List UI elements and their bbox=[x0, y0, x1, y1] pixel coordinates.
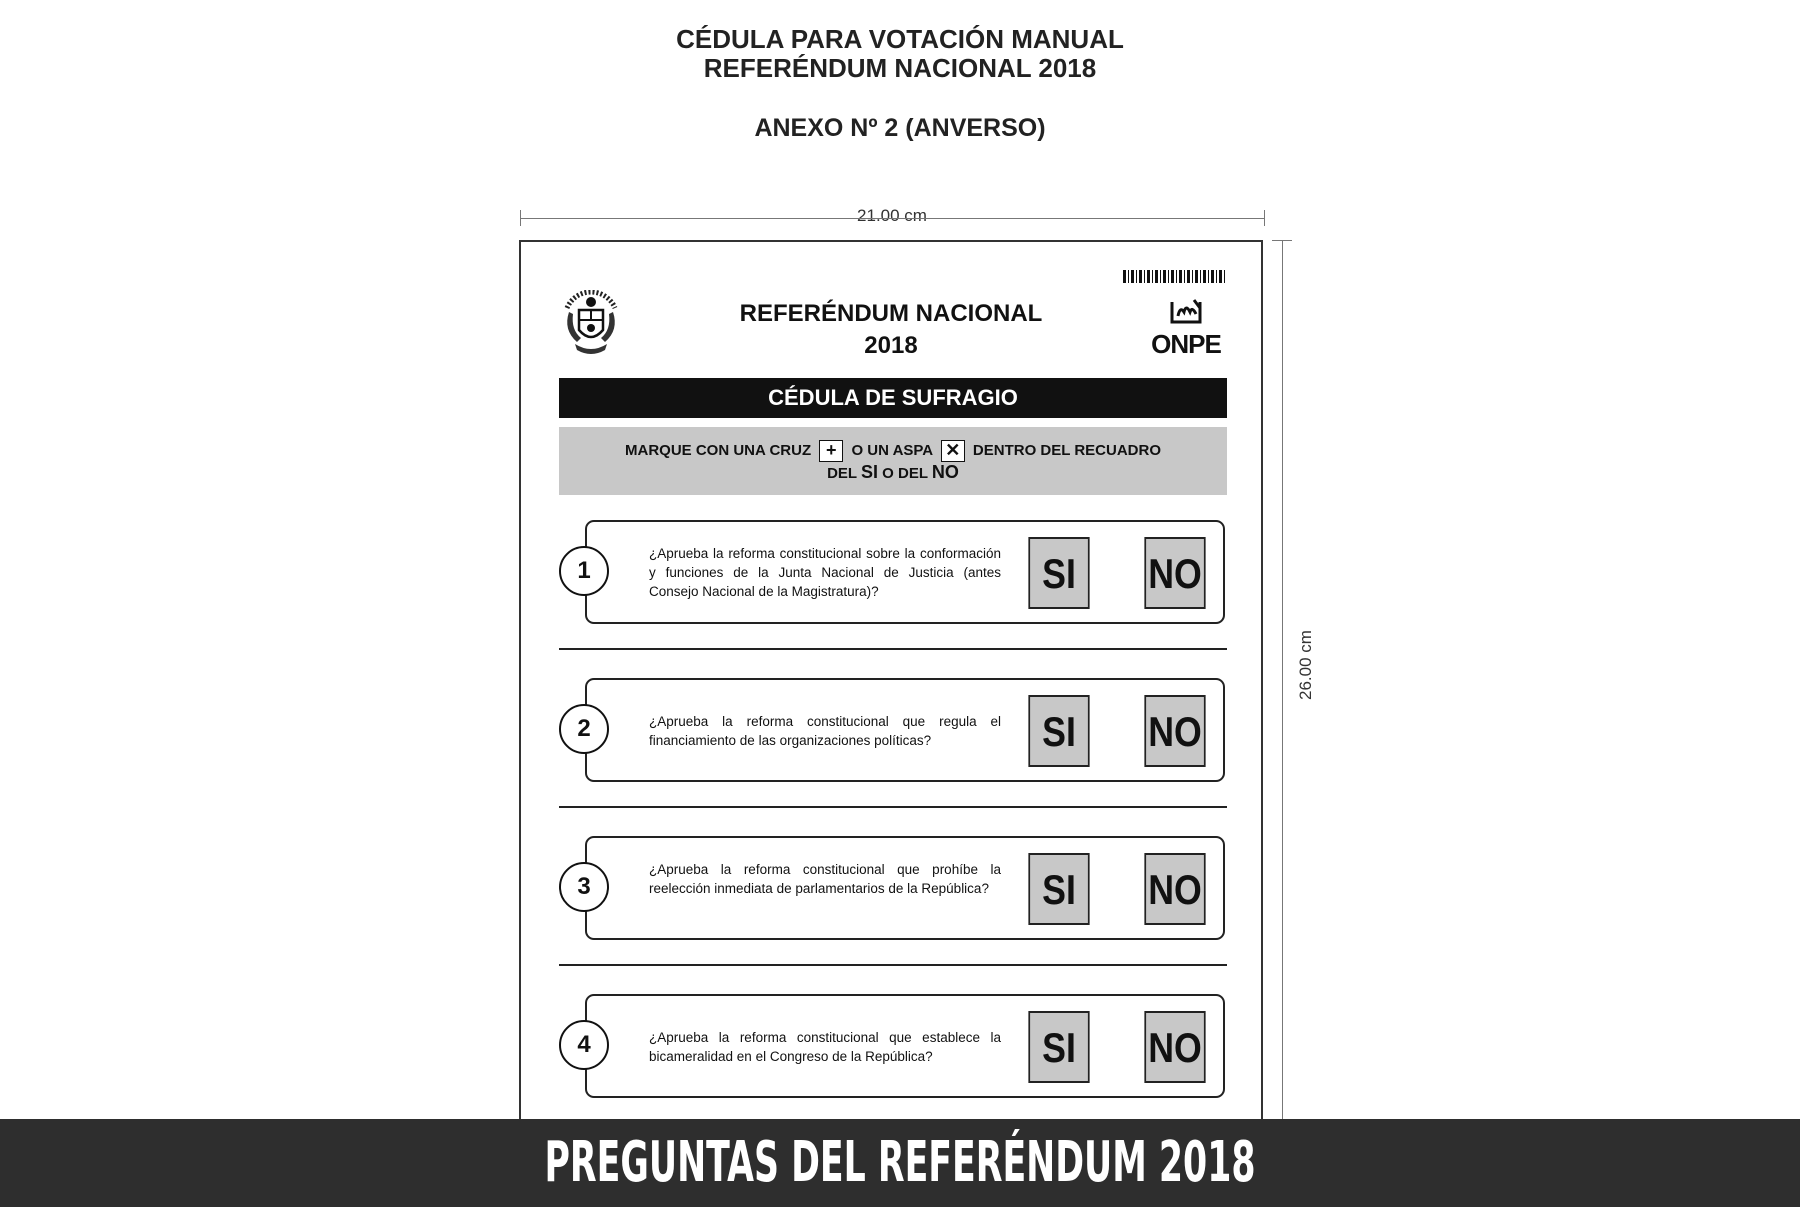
vote-si-box[interactable]: SI bbox=[1028, 1011, 1089, 1083]
question-separator bbox=[559, 964, 1227, 966]
caption-bar bbox=[0, 1119, 1800, 1207]
ballot-sheet bbox=[519, 240, 1263, 1160]
ballot-year: 2018 bbox=[864, 332, 918, 359]
instruction-text-3: DENTRO DEL RECUADRO bbox=[972, 442, 1161, 459]
question-number: 1 bbox=[559, 546, 609, 596]
instruction-text-5: O DEL bbox=[882, 465, 928, 483]
width-dimension-tick-right bbox=[1264, 210, 1265, 226]
question-text: ¿Aprueba la reforma constitucional que establece la bicameralidad en el Congreso de la República? bbox=[649, 1030, 1001, 1064]
question-box bbox=[585, 836, 1225, 940]
instruction-no: NO bbox=[931, 462, 959, 483]
instructions-panel bbox=[559, 427, 1227, 495]
width-dimension-line bbox=[520, 218, 1264, 219]
vote-no-box[interactable]: NO bbox=[1144, 695, 1205, 767]
document-subtitle: REFERÉNDUM NACIONAL 2018 bbox=[703, 53, 1097, 83]
onpe-logo bbox=[1141, 298, 1231, 362]
question-number: 2 bbox=[559, 704, 609, 754]
x-mark-icon: ✕ bbox=[941, 440, 965, 462]
question-row bbox=[559, 836, 1227, 944]
vote-no-box[interactable]: NO bbox=[1144, 1011, 1205, 1083]
question-number: 4 bbox=[559, 1020, 609, 1070]
vote-no-box[interactable]: NO bbox=[1144, 853, 1205, 925]
question-separator bbox=[559, 648, 1227, 650]
question-text: ¿Aprueba la reforma constitucional sobre la conformación y funciones de la Junta Nacional de Justicia (antes Consejo Nacional de la Magistratura)? bbox=[649, 546, 1001, 599]
ballot-band-label: CÉDULA DE SUFRAGIO bbox=[559, 378, 1227, 418]
question-text: ¿Aprueba la reforma constitucional que prohíbe la reelección inmediata de parlamentarios de la República? bbox=[649, 862, 1001, 896]
instruction-text-4: DEL bbox=[827, 465, 857, 483]
instruction-text-1: MARQUE CON UNA CRUZ bbox=[625, 442, 812, 459]
height-dimension-label: 26.00 cm bbox=[1296, 630, 1315, 700]
barcode-top bbox=[1123, 270, 1227, 283]
width-dimension-label: 21.00 cm bbox=[857, 206, 927, 225]
vote-si-box[interactable]: SI bbox=[1028, 695, 1089, 767]
caption-text: PREGUNTAS DEL REFERÉNDUM 2018 bbox=[544, 1130, 1256, 1195]
vote-no-box[interactable]: NO bbox=[1144, 537, 1205, 609]
ballot-hand-icon bbox=[1166, 298, 1206, 326]
question-row bbox=[559, 994, 1227, 1102]
question-box bbox=[585, 994, 1225, 1098]
vote-si-box[interactable]: SI bbox=[1028, 853, 1089, 925]
vote-si-box[interactable]: SI bbox=[1028, 537, 1089, 609]
annex-label: ANEXO Nº 2 (ANVERSO) bbox=[754, 114, 1046, 142]
question-row bbox=[559, 520, 1227, 628]
document-title: CÉDULA PARA VOTACIÓN MANUAL bbox=[676, 24, 1124, 54]
question-row bbox=[559, 678, 1227, 786]
question-number: 3 bbox=[559, 862, 609, 912]
instruction-text-2: O UN ASPA bbox=[851, 442, 933, 459]
question-text: ¿Aprueba la reforma constitucional que regula el financiamiento de las organizaciones políticas? bbox=[649, 714, 1001, 748]
question-box bbox=[585, 520, 1225, 624]
width-dimension-tick-left bbox=[520, 210, 521, 226]
instruction-si: SI bbox=[860, 462, 878, 483]
onpe-logo-text: ONPE bbox=[1151, 329, 1221, 359]
question-box bbox=[585, 678, 1225, 782]
height-dimension-tick-top bbox=[1272, 240, 1292, 241]
height-dimension-line bbox=[1282, 240, 1283, 1160]
cross-mark-icon: + bbox=[819, 440, 843, 462]
ballot-title: REFERÉNDUM NACIONAL bbox=[739, 300, 1043, 327]
question-separator bbox=[559, 806, 1227, 808]
